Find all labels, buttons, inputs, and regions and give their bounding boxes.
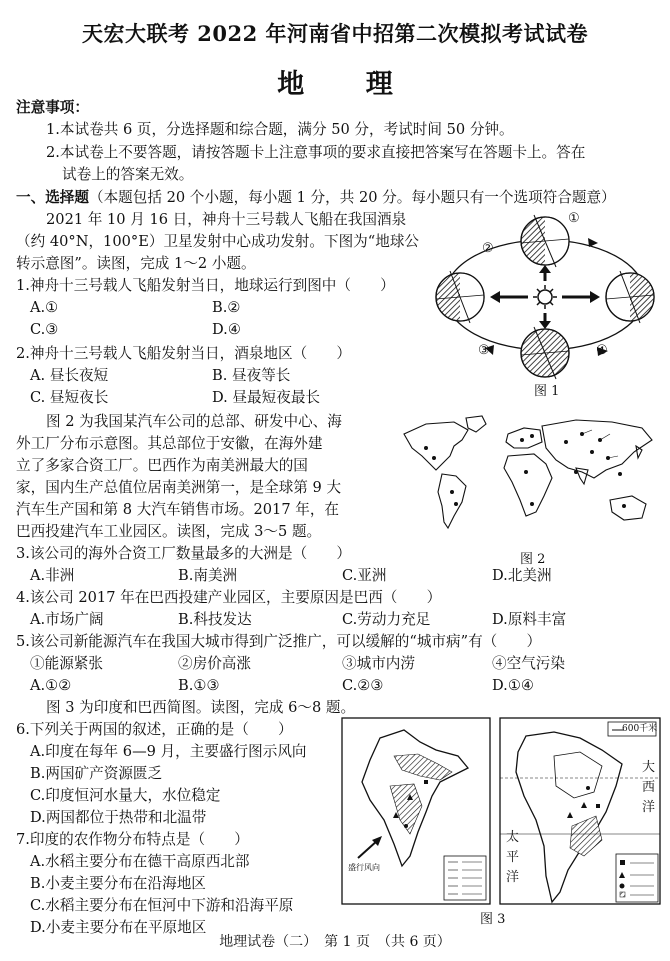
fig3-atlantic-3: 洋 — [642, 800, 656, 815]
notice-item-1: 1.本试卷共 6 页，分选择题和综合题，满分 50 分，考试时间 50 分钟。 — [46, 121, 514, 138]
q5-option-c: C.②③ — [342, 677, 384, 694]
fig3-scale: 600千米 — [622, 724, 658, 734]
fig1-label-3: ③ — [478, 343, 490, 358]
passage2-line2: 外工厂分布示意图。其总部位于安徽，在海外建 — [16, 435, 323, 452]
q2-option-a: A. 昼长夜短 — [30, 367, 109, 384]
notice-item-2-cont: 试卷上的答案无效。 — [62, 166, 194, 183]
figure-3-india-brazil — [340, 716, 664, 926]
fig3-pacific-2: 平 — [506, 850, 520, 865]
page-footer: 地理试卷（二） 第 1 页 （共 6 页） — [219, 934, 451, 950]
q6-option-c: C.印度恒河水量大，水位稳定 — [30, 787, 221, 804]
q5-stem: 5.该公司新能源汽车在我国大城市得到广泛推广，可以缓解的“城市病”有（ ） — [16, 633, 542, 650]
q7-option-d: D.小麦主要分布在平原地区 — [30, 919, 207, 936]
figure-1-earth-orbit — [430, 205, 660, 400]
subject-title: 地 理 — [277, 69, 419, 100]
q3-option-a: A.非洲 — [30, 567, 75, 584]
fig3-atlantic-2: 西 — [642, 780, 656, 795]
passage1-line3: 转示意图”。读图，完成 1～2 小题。 — [16, 255, 256, 272]
q7-stem: 7.印度的农作物分布特点是（ ） — [16, 831, 249, 848]
q4-option-a: A.市场广阔 — [30, 611, 104, 628]
q7-option-a: A.水稻主要分布在德干高原西北部 — [30, 853, 250, 870]
fig3-wind-label: 盛行风向 — [348, 863, 380, 872]
q5-option-a: A.①② — [30, 677, 72, 694]
fig1-label-2: ② — [482, 241, 494, 256]
fig3-caption: 图 3 — [480, 912, 506, 927]
passage1-line2: （约 40°N，100°E）卫星发射中心成功发射。下图为“地球公 — [16, 233, 420, 250]
q1-option-b: B.② — [212, 299, 241, 316]
q7-option-b: B.小麦主要分布在沿海地区 — [30, 875, 206, 892]
q4-option-c: C.劳动力充足 — [342, 611, 431, 628]
section-desc: （本题包括 20 个小题，每小题 1 分，共 20 分。每小题只有一个选项符合题意） — [88, 189, 616, 206]
q5-option-b: B.①③ — [178, 677, 220, 694]
passage2-line1: 图 2 为我国某汽车公司的总部、研发中心、海 — [46, 413, 342, 430]
q3-option-c: C.亚洲 — [342, 567, 387, 584]
figure-2-world-map — [396, 412, 664, 567]
passage1-line1: 2021 年 10 月 16 日，神舟十三号载人飞船在我国酒泉 — [46, 211, 407, 228]
q6-option-d: D.两国都位于热带和北温带 — [30, 809, 207, 826]
q5-item-4: ④空气污染 — [492, 655, 565, 672]
q1-option-c: C.③ — [30, 321, 59, 338]
q1-option-a: A.① — [30, 299, 59, 316]
notice-item-2: 2.本试卷上不要答题，请按答题卡上注意事项的要求直接把答案写在答题卡上。答在 — [46, 144, 586, 161]
fig3-pacific-3: 洋 — [506, 870, 520, 885]
exam-title: 天宏大联考 2022 年河南省中招第二次模拟考试试卷 — [81, 21, 589, 46]
q1-option-d: D.④ — [212, 321, 241, 338]
q3-option-b: B.南美洲 — [178, 567, 238, 584]
q5-item-1: ①能源紧张 — [30, 655, 103, 672]
passage2-line5: 汽车生产国和第 8 大汽车销售市场。2017 年，在 — [16, 501, 340, 518]
fig3-atlantic-1: 大 — [642, 760, 656, 775]
passage2-line4: 家，国内生产总值位居南美洲第一，是全球第 9 大 — [16, 479, 342, 496]
fig1-label-1: ① — [568, 211, 580, 226]
q7-option-c: C.水稻主要分布在恒河中下游和沿海平原 — [30, 897, 294, 914]
q6-option-b: B.两国矿产资源匮乏 — [30, 765, 163, 782]
q6-option-a: A.印度在每年 6—9 月，主要盛行图示风向 — [30, 743, 307, 760]
fig1-caption: 图 1 — [534, 384, 560, 399]
q3-stem: 3.该公司的海外合资工厂数量最多的大洲是（ ） — [16, 545, 351, 562]
q4-stem: 4.该公司 2017 年在巴西投建产业园区，主要原因是巴西（ ） — [16, 589, 442, 606]
q3-option-d: D.北美洲 — [492, 567, 552, 584]
q6-stem: 6.下列关于两国的叙述，正确的是（ ） — [16, 721, 293, 738]
fig3-pacific-1: 太 — [506, 830, 520, 845]
passage3: 图 3 为印度和巴西简图。读图，完成 6～8 题。 — [46, 699, 356, 716]
q2-option-b: B. 昼夜等长 — [212, 367, 291, 384]
q4-option-b: B.科技发达 — [178, 611, 252, 628]
fig1-label-4: ④ — [596, 343, 608, 358]
q5-item-2: ②房价高涨 — [178, 655, 251, 672]
q2-stem: 2.神舟十三号载人飞船发射当日，酒泉地区（ ） — [16, 345, 351, 362]
q5-item-3: ③城市内涝 — [342, 655, 415, 672]
section-title: 一、选择题 — [16, 189, 89, 206]
notice-heading: 注意事项： — [16, 99, 89, 116]
q2-option-d: D. 昼最短夜最长 — [212, 389, 321, 406]
q1-stem: 1.神舟十三号载人飞船发射当日，地球运行到图中（ ） — [16, 277, 395, 294]
q4-option-d: D.原料丰富 — [492, 611, 567, 628]
passage2-line3: 立了多家合资工厂。巴西作为南美洲最大的国 — [16, 457, 308, 474]
q5-option-d: D.①④ — [492, 677, 534, 694]
fig2-caption: 图 2 — [520, 552, 546, 567]
passage2-line6: 巴西投建汽车工业园区。读图，完成 3～5 题。 — [16, 523, 322, 540]
q2-option-c: C. 昼短夜长 — [30, 389, 109, 406]
